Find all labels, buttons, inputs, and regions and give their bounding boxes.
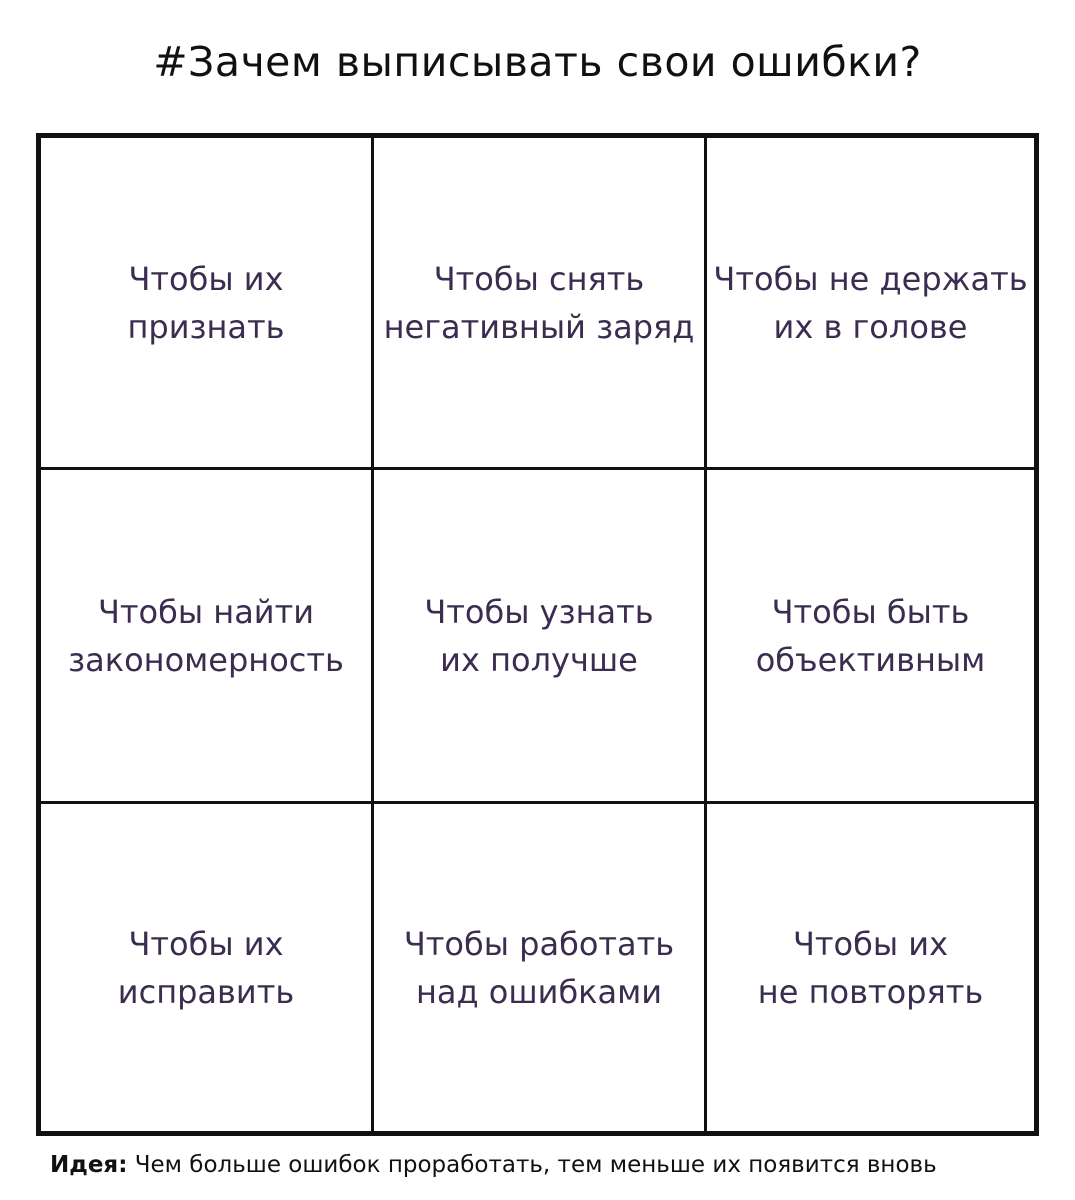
footer-note	[50, 1152, 1065, 1178]
footer-text: Чем больше ошибок проработать, тем меньше их появится вновь	[134, 1152, 937, 1178]
cell-text: Чтобы их исправить	[117, 924, 295, 1011]
grid-cell	[374, 470, 704, 801]
cell-text: Чтобы узнать их получше	[424, 592, 654, 679]
grid-cell	[374, 138, 704, 467]
grid-cell	[41, 138, 371, 467]
cell-text: Чтобы работать над ошибками	[403, 924, 675, 1011]
page-title: #Зачем выписывать свои ошибки?	[153, 38, 922, 86]
grid-cell	[41, 470, 371, 801]
grid-cell	[707, 138, 1034, 467]
footer-label: Идея:	[50, 1152, 128, 1178]
grid-cell	[707, 470, 1034, 801]
grid-cell	[374, 804, 704, 1131]
cell-text: Чтобы их признать	[127, 259, 285, 346]
cell-text: Чтобы найти закономерность	[68, 592, 344, 679]
reasons-grid	[36, 133, 1039, 1136]
grid-cell	[707, 804, 1034, 1131]
cell-text: Чтобы не держать их в голове	[713, 259, 1028, 346]
cell-text: Чтобы быть объективным	[755, 592, 986, 679]
grid-cell	[41, 804, 371, 1131]
cell-text: Чтобы их не повторять	[757, 924, 984, 1011]
cell-text: Чтобы снять негативный заряд	[383, 259, 695, 346]
